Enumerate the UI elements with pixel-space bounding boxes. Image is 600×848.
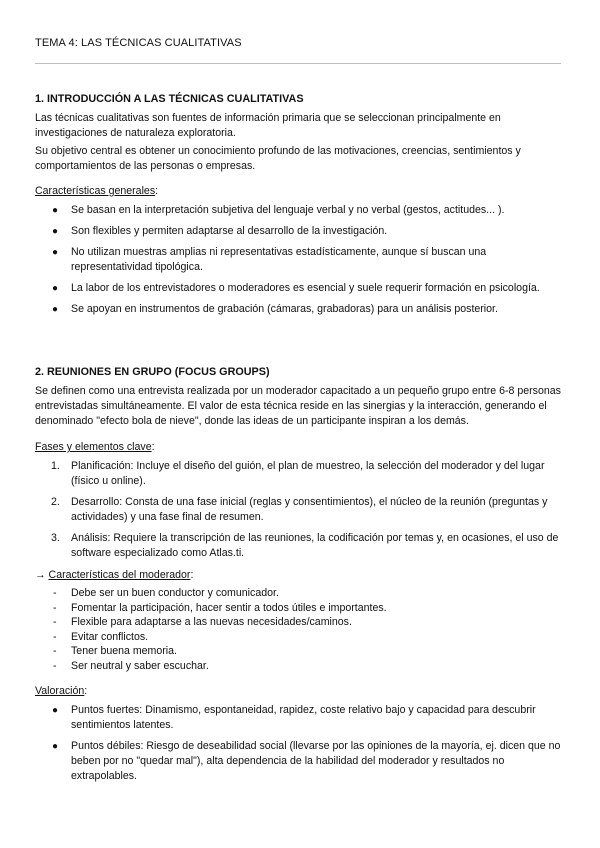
section-1-subheading-row — [35, 184, 565, 199]
section-1-paragraph-2: Su objetivo central es obtener un conocimiento profundo de las motivaciones, creencias, sentimientos y comportamientos de las personas o empresas. — [35, 145, 521, 172]
moderator-heading: Características del moderador — [48, 569, 191, 581]
bullet-icon: ● — [52, 283, 59, 294]
dash-marker: - — [53, 659, 57, 672]
list-item — [35, 531, 565, 561]
section-1-paragraph-1: Las técnicas cualitativas son fuentes de información primaria que se seleccionan principalmente en investigaciones de naturaleza exploratoria. — [35, 112, 501, 139]
phases-list-wrap — [35, 459, 565, 567]
list-item-text: Fomentar la participación, hacer sentir a todos útiles e importantes. — [71, 601, 387, 614]
bullet-icon: ● — [52, 304, 59, 315]
bullet-icon: ● — [52, 205, 59, 216]
list-item-text: Evitar conflictos. — [71, 630, 149, 643]
list-item — [35, 586, 565, 601]
valoracion-list-wrap — [35, 703, 565, 790]
list-item — [35, 703, 565, 733]
list-item-text: Puntos débiles: Riesgo de deseabilidad social (llevarse por las opiniones de la mayoría, ej. dicen que no beben por no "quedar mal"), alta dependencia de la habilidad del moderador y resultados no extrapolables. — [71, 740, 561, 782]
list-item — [35, 601, 565, 616]
list-item-text: Se apoyan en instrumentos de grabación (cámaras, grabadoras) para un análisis posterior. — [71, 303, 498, 315]
list-item-text: La labor de los entrevistadores o moderadores es esencial y suele requerir formación en psicología. — [71, 282, 540, 294]
dash-marker: - — [53, 630, 57, 643]
general-characteristics-list — [35, 203, 565, 317]
moderator-list-wrap — [35, 586, 565, 674]
valoracion-subheading-row — [35, 684, 565, 699]
dash-marker: - — [53, 616, 57, 629]
section-1-heading: 1. INTRODUCCIÓN A LAS TÉCNICAS CUALITATIVAS — [35, 93, 304, 105]
list-number: 2. — [51, 496, 60, 508]
phases-subheading-row — [35, 440, 565, 455]
list-item — [35, 615, 565, 630]
document-title: TEMA 4: LAS TÉCNICAS CUALITATIVAS — [35, 37, 242, 49]
phases-list — [35, 459, 565, 561]
list-item-text: Planificación: Incluye el diseño del guión, el plan de muestreo, la selección del moderador y del lugar (físico u online). — [71, 460, 545, 487]
dash-marker: - — [53, 645, 57, 658]
phases-heading: Fases y elementos clave — [35, 441, 152, 453]
list-item-text: No utilizan muestras amplias ni representativas estadísticamente, aunque sí buscan una representatividad tipológica. — [71, 246, 487, 273]
bullet-icon: ● — [52, 247, 59, 258]
title-divider — [35, 63, 561, 64]
list-item-text: Debe ser un buen conductor y comunicador. — [71, 587, 279, 599]
dash-marker: - — [53, 601, 57, 614]
list-item-text: Son flexibles y permiten adaptarse al desarrollo de la investigación. — [71, 225, 388, 237]
list-item-text: Tener buena memoria. — [71, 645, 177, 658]
general-characteristics-colon: : — [155, 185, 159, 197]
bullet-icon: ● — [52, 226, 59, 237]
general-characteristics-heading: Características generales — [35, 185, 156, 197]
list-item — [35, 495, 565, 525]
list-item-text: Se basan en la interpretación subjetiva del lenguaje verbal y no verbal (gestos, actitudes... ). — [71, 204, 505, 216]
dash-marker: - — [53, 587, 57, 599]
section-2-heading: 2. REUNIONES EN GRUPO (FOCUS GROUPS) — [35, 366, 270, 378]
list-number: 3. — [51, 532, 60, 544]
moderator-subheading-row — [35, 568, 565, 583]
list-item — [35, 281, 565, 296]
list-item — [35, 203, 565, 218]
valoracion-list — [35, 703, 565, 784]
arrow-right-icon: → — [35, 569, 49, 581]
list-item — [35, 659, 565, 674]
section-1-intro — [35, 111, 565, 141]
valoracion-heading: Valoración — [35, 685, 85, 697]
bullet-icon: ● — [52, 705, 59, 716]
section-2-intro — [35, 384, 565, 429]
list-item-text: Desarrollo: Consta de una fase inicial (reglas y consentimientos), el núcleo de la reunión (preguntas y actividades) y una fase final de resumen. — [71, 496, 548, 523]
general-characteristics-list-wrap — [35, 203, 565, 323]
list-number: 1. — [51, 460, 60, 472]
list-item — [35, 224, 565, 239]
phases-colon: : — [151, 441, 155, 453]
list-item-text: Ser neutral y saber escuchar. — [71, 659, 209, 672]
list-item-text: Flexible para adaptarse a las nuevas necesidades/caminos. — [71, 616, 352, 629]
valoracion-colon: : — [84, 685, 88, 697]
section-1-objective — [35, 144, 565, 174]
section-2 — [35, 366, 565, 378]
section-2-paragraph-1: Se definen como una entrevista realizada por un moderador capacitado a un pequeño grupo entre 6-8 personas entrevistadas simultáneamente. El valor de esta técnica reside en las sinergias y la interacción, generando el denominado "efecto bola de nieve", donde las ideas de un participante inspiran a los demás. — [35, 385, 561, 427]
list-item — [35, 739, 565, 784]
list-item — [35, 302, 565, 317]
list-item-text: Análisis: Requiere la transcripción de las reuniones, la codificación por temas y, en ocasiones, el uso de software especializado como Atlas.ti. — [71, 532, 559, 559]
list-item-text: Puntos fuertes: Dinamismo, espontaneidad, rapidez, coste relativo bajo y capacidad para descubrir sentimientos latentes. — [71, 704, 536, 731]
moderator-colon: : — [190, 569, 194, 581]
list-item — [35, 644, 565, 659]
moderator-list — [35, 586, 565, 674]
list-item — [35, 459, 565, 489]
list-item — [35, 245, 565, 275]
section-1 — [35, 93, 565, 105]
bullet-icon: ● — [52, 741, 59, 752]
list-item — [35, 630, 565, 645]
